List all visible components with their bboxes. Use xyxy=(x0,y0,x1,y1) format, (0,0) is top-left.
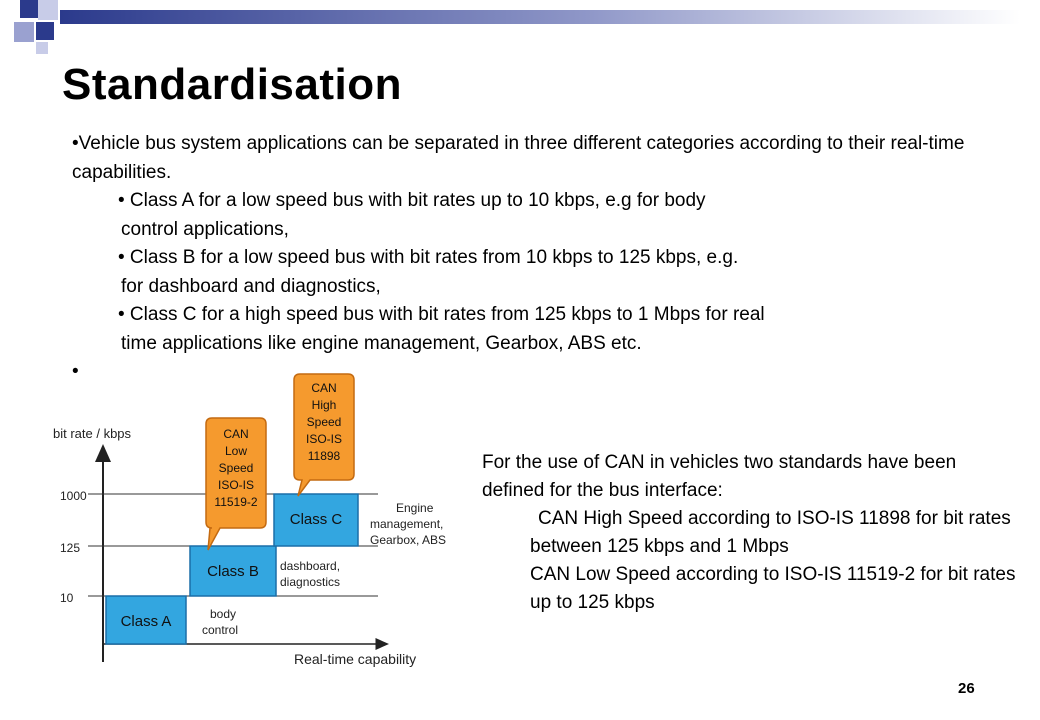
class-b-desc-1: dashboard, xyxy=(280,559,341,573)
standards-text xyxy=(482,449,1022,617)
low-callout-line4: ISO-IS xyxy=(217,478,255,492)
intro-bullet: •Vehicle bus system applications can be separated in three different categories according to their real-time capabilities. xyxy=(72,133,965,183)
class-a-desc-2: control xyxy=(202,623,239,637)
header-decoration xyxy=(0,0,1040,60)
low-callout-line3: Speed xyxy=(218,461,254,475)
class-b-item xyxy=(72,244,972,301)
standards-intro: For the use of CAN in vehicles two standards have been defined for the bus interface: xyxy=(482,452,957,501)
class-c-desc-3: Gearbox, ABS xyxy=(370,533,447,547)
empty-bullet: • xyxy=(72,361,79,382)
class-b-line1: • Class B for a low speed bus with bit rates from 10 kbps to 125 kbps, e.g. xyxy=(118,247,739,268)
high-callout-line2: High xyxy=(311,398,337,412)
low-callout-line2: Low xyxy=(224,444,248,458)
class-c-line1: • Class C for a high speed bus with bit rates from 125 kbps to 1 Mbps for real xyxy=(118,304,765,325)
class-a-line1: • Class A for a low speed bus with bit rates up to 10 kbps, e.g for body xyxy=(118,190,706,211)
x-axis-label: Real-time capability xyxy=(294,651,417,667)
class-c-item xyxy=(72,301,972,358)
slide-title: Standardisation xyxy=(62,60,402,109)
high-callout-line4: ISO-IS xyxy=(305,432,343,446)
class-c-desc-1: Engine xyxy=(396,501,434,515)
class-c-label: Class C xyxy=(289,511,343,528)
class-c-desc-2: management, xyxy=(370,517,444,531)
can-classes-diagram xyxy=(48,372,478,672)
class-a-line2: control applications, xyxy=(121,218,289,240)
tick-125: 125 xyxy=(60,541,81,555)
class-c-line2: time applications like engine management, Gearbox, ABS etc. xyxy=(121,332,642,354)
high-callout-line5: 11898 xyxy=(307,449,341,463)
class-b-desc-2: diagnostics xyxy=(280,575,341,589)
page-number: 26 xyxy=(958,680,975,697)
class-a-desc-1: body xyxy=(210,607,237,621)
low-callout-line1: CAN xyxy=(223,427,249,441)
class-a-item xyxy=(72,187,972,244)
standard-low-speed: CAN Low Speed according to ISO-IS 11519-2 for bit rates up to 125 kbps xyxy=(530,564,1016,613)
low-callout-line5: 11519-2 xyxy=(214,495,258,509)
high-callout-line1: CAN xyxy=(311,381,337,395)
class-b-label: Class B xyxy=(207,563,259,580)
class-b-line2: for dashboard and diagnostics, xyxy=(121,275,381,297)
bullet-list xyxy=(72,130,972,387)
tick-10: 10 xyxy=(60,591,74,605)
y-axis-label: bit rate / kbps xyxy=(53,426,132,441)
class-a-label: Class A xyxy=(120,613,172,630)
tick-1000: 1000 xyxy=(60,489,87,503)
high-callout-line3: Speed xyxy=(306,415,342,429)
standard-high-speed: CAN High Speed according to ISO-IS 11898 for bit rates between 125 kbps and 1 Mbps xyxy=(530,508,1011,557)
